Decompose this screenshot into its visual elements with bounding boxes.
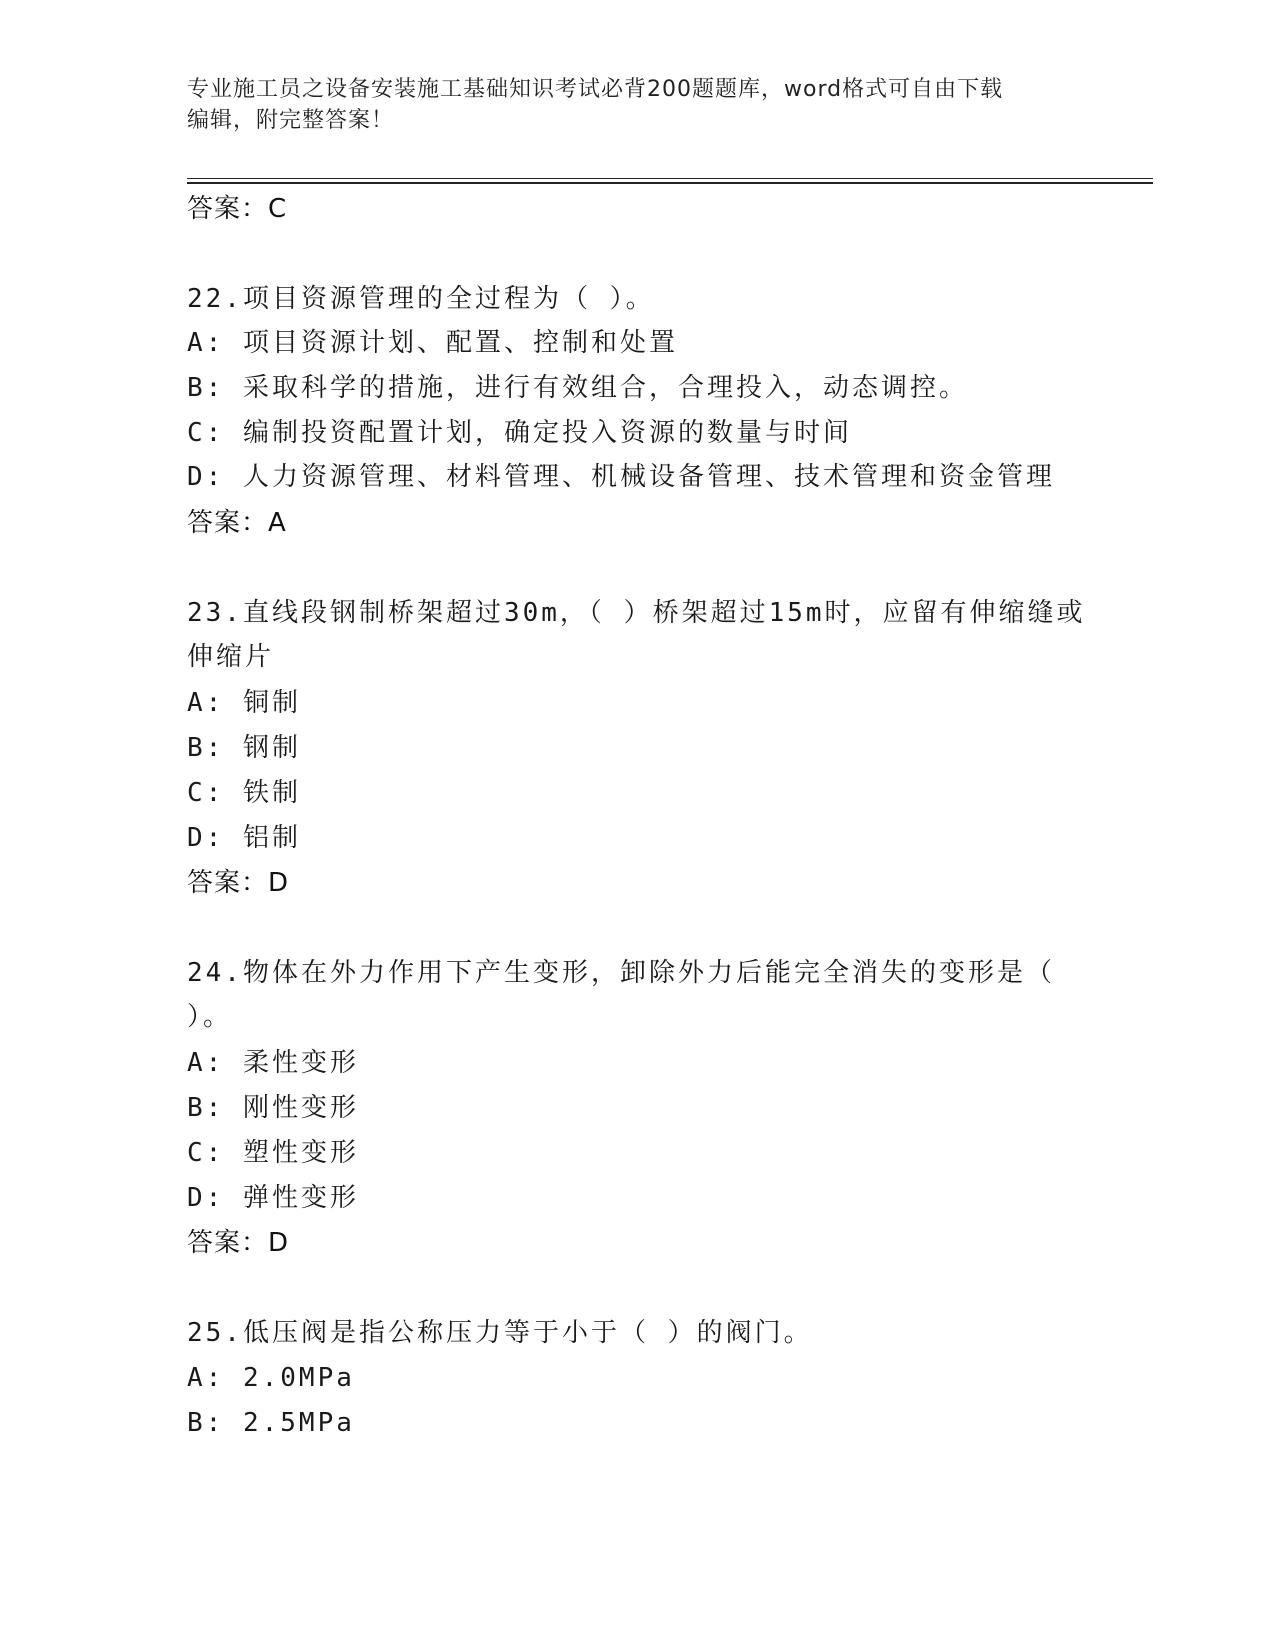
option-line: B: 2.5MPa [187, 1408, 355, 1438]
question-line: 25.低压阀是指公称压力等于小于（ ）的阀门。 [187, 1318, 813, 1348]
option-line: A: 柔性变形 [187, 1048, 359, 1078]
answer-line: 答案：C [187, 194, 288, 224]
option-line: B: 钢制 [187, 733, 301, 763]
option-line: B: 刚性变形 [187, 1093, 359, 1123]
document-header [187, 74, 1067, 136]
option-line: D: 铝制 [187, 823, 301, 853]
header-divider-thin [187, 178, 1153, 179]
option-line: A: 2.0MPa [187, 1363, 355, 1393]
option-line: A: 铜制 [187, 688, 301, 718]
question-line: 23.直线段钢制桥架超过30m，（ ）桥架超过15m时，应留有伸缩缝或 [187, 598, 1086, 628]
answer-line: 答案：D [187, 868, 290, 898]
header-divider-thick [187, 182, 1153, 184]
header-title-line-1: 专业施工员之设备安装施工基础知识考试必背200题题库，word格式可自由下载 [187, 77, 1004, 102]
option-line: D: 人力资源管理、材料管理、机械设备管理、技术管理和资金管理 [187, 462, 1055, 492]
header-title-line-2: 编辑，附完整答案！ [187, 108, 395, 133]
option-line: D: 弹性变形 [187, 1183, 359, 1213]
answer-line: 答案：A [187, 508, 287, 538]
question-line: ）。 [187, 1002, 233, 1032]
option-line: C: 铁制 [187, 778, 301, 808]
question-line: 24.物体在外力作用下产生变形，卸除外力后能完全消失的变形是（ [187, 958, 1055, 988]
option-line: B: 采取科学的措施，进行有效组合，合理投入，动态调控。 [187, 373, 968, 403]
option-line: A: 项目资源计划、配置、控制和处置 [187, 328, 678, 358]
answer-line: 答案：D [187, 1228, 290, 1258]
question-line: 22.项目资源管理的全过程为（ ）。 [187, 284, 655, 314]
question-line: 伸缩片 [187, 642, 275, 672]
option-line: C: 塑性变形 [187, 1138, 359, 1168]
option-line: C: 编制投资配置计划，确定投入资源的数量与时间 [187, 418, 852, 448]
